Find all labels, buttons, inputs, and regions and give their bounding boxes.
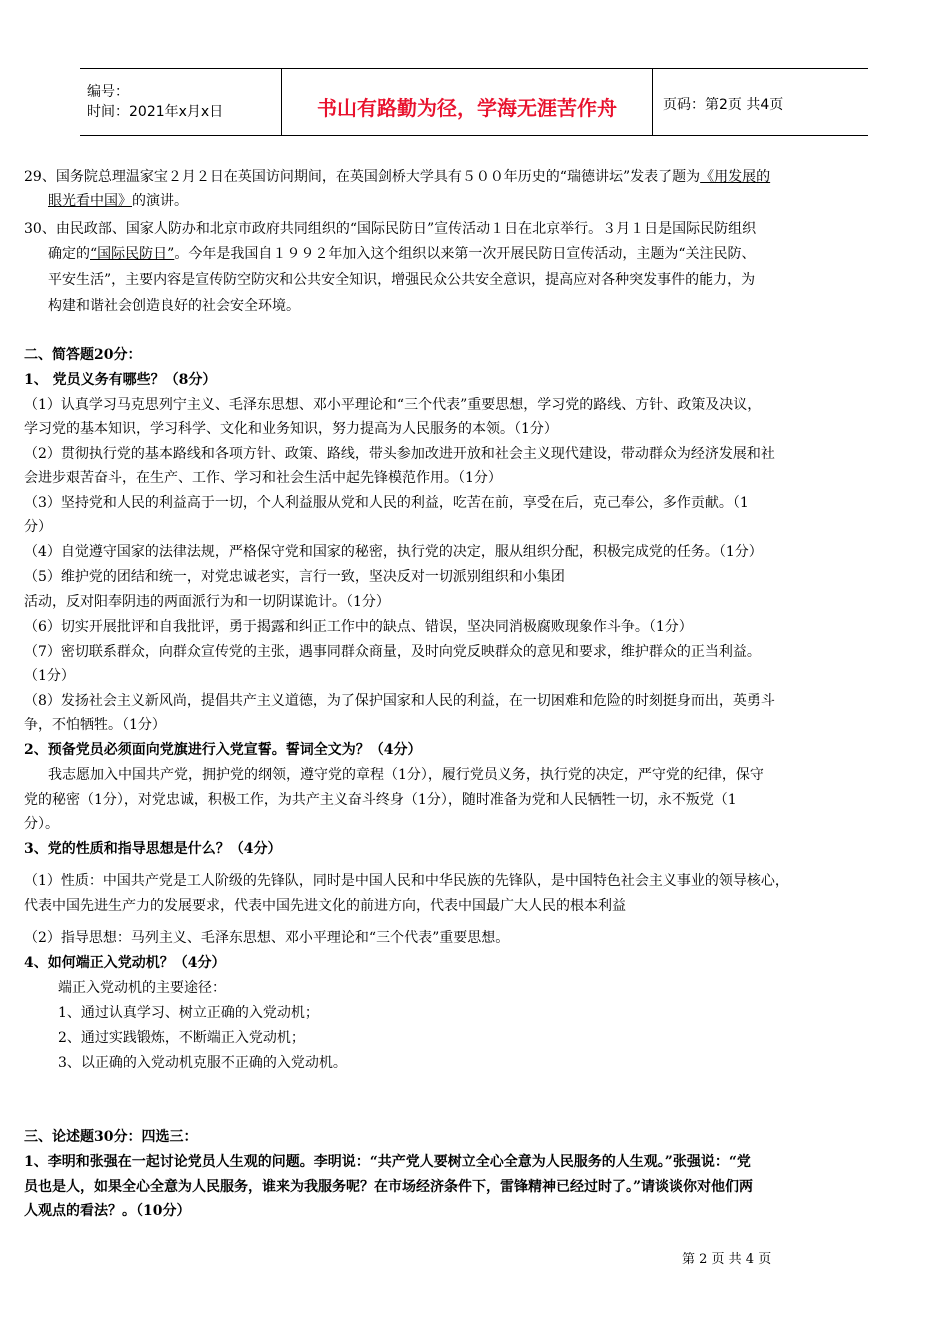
- header-page-cell: [653, 69, 868, 135]
- line-text: （5）维护党的团结和统一，对党忠诚老实，言行一致，坚决反对一切派别组织和小集团: [24, 569, 565, 585]
- line-text: （1分）: [24, 668, 75, 684]
- text-line-s2q1-a6: [24, 617, 693, 637]
- line-text: （6）切实开展批评和自我批评，勇于揭露和纠正工作中的缺点、错误，坚决同消极腐败现象作斗争。（1分）: [24, 619, 693, 635]
- line-text: （4）自觉遵守国家的法律法规，严格保守党和国家的秘密，执行党的决定，服从组织分配，积极完成党的任务。（1分）: [24, 544, 763, 560]
- time-label: 时间：2021年x月x日: [87, 104, 224, 120]
- line-text: 分）。: [24, 816, 59, 832]
- text-line-q30-1: [24, 219, 756, 239]
- line-text: 二、简答题20分：: [24, 347, 142, 363]
- text-line-s2q3-a1: [24, 871, 789, 891]
- line-text: （3）坚持党和人民的利益高于一切，个人利益服从党和人民的利益，吃苦在前，享受在后，克己奉公，多作贡献。（1: [24, 495, 749, 511]
- text-line-s2q1-a3b: [24, 517, 52, 537]
- text-line-sec3: [24, 1127, 197, 1147]
- text-line-s3q1c: [24, 1201, 190, 1221]
- line-text: 人观点的看法？。（10分）: [24, 1203, 191, 1219]
- line-text: 分）: [24, 519, 52, 535]
- line-text: （1）认真学习马克思列宁主义、毛泽东思想、邓小平理论和“三个代表”重要思想，学习党的路线、方针、政策及决议，: [24, 397, 762, 413]
- text-line-s2q4-a1: [58, 1003, 319, 1023]
- line-text: （8）发扬社会主义新风尚，提倡共产主义道德，为了保护国家和人民的利益，在一切困难和危险的时刻挺身而出，英勇斗: [24, 693, 775, 709]
- line-text: 我志愿加入中国共产党，拥护党的纲领，遵守党的章程（1分），履行党员义务，执行党的决定，严守党的纪律，保守: [48, 767, 764, 783]
- number-label: 编号：: [87, 84, 129, 100]
- text-line-s2q1-a5: [24, 567, 565, 587]
- header-motto-cell: [281, 69, 653, 135]
- line-text: 端正入党动机的主要途径：: [58, 980, 226, 996]
- text-line-sec2: [24, 345, 141, 365]
- line-text: 1、李明和张强在一起讨论党员人生观的问题。李明说：“共产党人要树立全心全意为人民服务的人生观。”张强说：“党: [24, 1154, 751, 1170]
- line-text: 的演讲。: [132, 193, 188, 209]
- text-line-s2q4-a3: [58, 1053, 347, 1073]
- line-text: 29、国务院总理温家宝２月２日在英国访问期间，在英国剑桥大学具有５００年历史的“瑞德讲坛”发表了题为: [24, 169, 701, 185]
- line-text: 1、 党员义务有哪些？（8分）: [24, 372, 217, 388]
- text-line-s2q1-a1b: [24, 419, 558, 439]
- header-table: [80, 68, 868, 136]
- text-line-s2q2-a1b: [24, 790, 737, 810]
- line-text: 2、通过实践锻炼，不断端正入党动机；: [58, 1030, 305, 1046]
- line-text: 30、由民政部、国家人防办和北京市政府共同组织的“国际民防日”宣传活动１日在北京举行。３月１日是国际民防组织: [24, 221, 757, 237]
- text-line-s2q1-a2b: [24, 468, 502, 488]
- line-text: 员也是人，如果全心全意为人民服务，谁来为我服务呢？在市场经济条件下，雷锋精神已经过时了。”请谈谈你对他们两: [24, 1179, 754, 1195]
- line-text: 3、以正确的入党动机克服不正确的入党动机。: [58, 1055, 347, 1071]
- line-text: 构建和谐社会创造良好的社会安全环境。: [48, 298, 300, 314]
- text-line-s3q1: [24, 1152, 751, 1172]
- line-text: 争，不怕牺牲。（1分）: [24, 717, 166, 733]
- text-line-q30-2: [48, 244, 755, 264]
- text-line-s2q1-a8b: [24, 715, 166, 735]
- text-line-s2q1-a1: [24, 395, 761, 415]
- line-text: 平安生活”，主要内容是宣传防空防灾和公共安全知识，增强民众公共安全意识，提高应对各种突发事件的能力，为: [48, 272, 756, 288]
- text-line-s2q1-a2: [24, 444, 775, 464]
- text-line-s2q2-a1c: [24, 814, 59, 834]
- line-text: 党的秘密（1分），对党忠诚，积极工作，为共产主义奋斗终身（1分），随时准备为党和人民牺牲一切，永不叛党（1: [24, 792, 737, 808]
- text-line-s2q1-a3: [24, 493, 749, 513]
- text-line-s2q3: [24, 839, 281, 859]
- line-text: （7）密切联系群众，向群众宣传党的主张，遇事同群众商量，及时向党反映群众的意见和要求，维护群众的正当利益。: [24, 644, 761, 660]
- text-line-s2q1-a5b: [24, 592, 390, 612]
- line-text: 活动，反对阳奉阴违的两面派行为和一切阴谋诡计。（1分）: [24, 594, 390, 610]
- header-meta-cell: [80, 69, 281, 135]
- text-line-s2q4: [24, 953, 225, 973]
- text-line-s2q2-a1: [48, 765, 764, 785]
- line-text: 会进步艰苦奋斗，在生产、工作、学习和社会生活中起先锋模范作用。（1分）: [24, 470, 502, 486]
- motto-text: 书山有路勤为径，学海无涯苦作舟: [317, 95, 617, 120]
- text-line-s2q4-a0: [58, 978, 226, 998]
- text-line-s2q4-a2: [58, 1028, 305, 1048]
- line-text: 代表中国先进生产力的发展要求，代表中国先进文化的前进方向，代表中国最广大人民的根本利益: [24, 898, 626, 914]
- line-text: （1）性质：中国共产党是工人阶级的先锋队，同时是中国人民和中华民族的先锋队，是中国特色社会主义事业的领导核心，: [24, 873, 789, 889]
- line-text: 三、论述题30分：四选三：: [24, 1129, 198, 1145]
- text-line-s3q1b: [24, 1177, 753, 1197]
- text-line-s2q1-a7b: [24, 666, 75, 686]
- text-line-s2q3-a1b: [24, 896, 626, 916]
- text-line-q30-3: [48, 270, 755, 290]
- underlined-answer: 眼光看中国》: [48, 193, 132, 209]
- text-line-s2q1: [24, 370, 216, 390]
- line-text: （2）贯彻执行党的基本路线和各项方针、政策、路线，带头参加改进开放和社会主义现代建设，带动群众为经济发展和社: [24, 446, 775, 462]
- text-line-q30-4: [48, 296, 300, 316]
- underlined-answer: “国际民防日”: [90, 246, 175, 262]
- underlined-answer: 《用发展的: [700, 169, 771, 185]
- text-line-s2q1-a8: [24, 691, 775, 711]
- line-text: 确定的: [48, 246, 90, 262]
- line-text: 1、通过认真学习、树立正确的入党动机；: [58, 1005, 319, 1021]
- text-line-q29-1: [24, 167, 770, 187]
- text-line-s2q2: [24, 740, 421, 760]
- text-line-s2q3-a2: [24, 928, 509, 948]
- text-line-s2q1-a4: [24, 542, 763, 562]
- line-text: 3、党的性质和指导思想是什么？（4分）: [24, 841, 282, 857]
- line-text: 。今年是我国自１９９２年加入这个组织以来第一次开展民防日宣传活动，主题为“关注民防、: [174, 246, 756, 262]
- page-footer: 第 2 页 共 4 页: [682, 1252, 772, 1267]
- line-text: （2）指导思想：马列主义、毛泽东思想、邓小平理论和“三个代表”重要思想。: [24, 930, 510, 946]
- text-line-s2q1-a7: [24, 642, 761, 662]
- line-text: 学习党的基本知识，学习科学、文化和业务知识，努力提高为人民服务的本领。（1分）: [24, 421, 558, 437]
- line-text: 4、如何端正入党动机？（4分）: [24, 955, 226, 971]
- line-text: 2、预备党员必须面向党旗进行入党宣誓。誓词全文为？（4分）: [24, 742, 422, 758]
- page-info: 页码：第2页 共4页: [663, 97, 784, 113]
- text-line-q29-2: [48, 191, 188, 211]
